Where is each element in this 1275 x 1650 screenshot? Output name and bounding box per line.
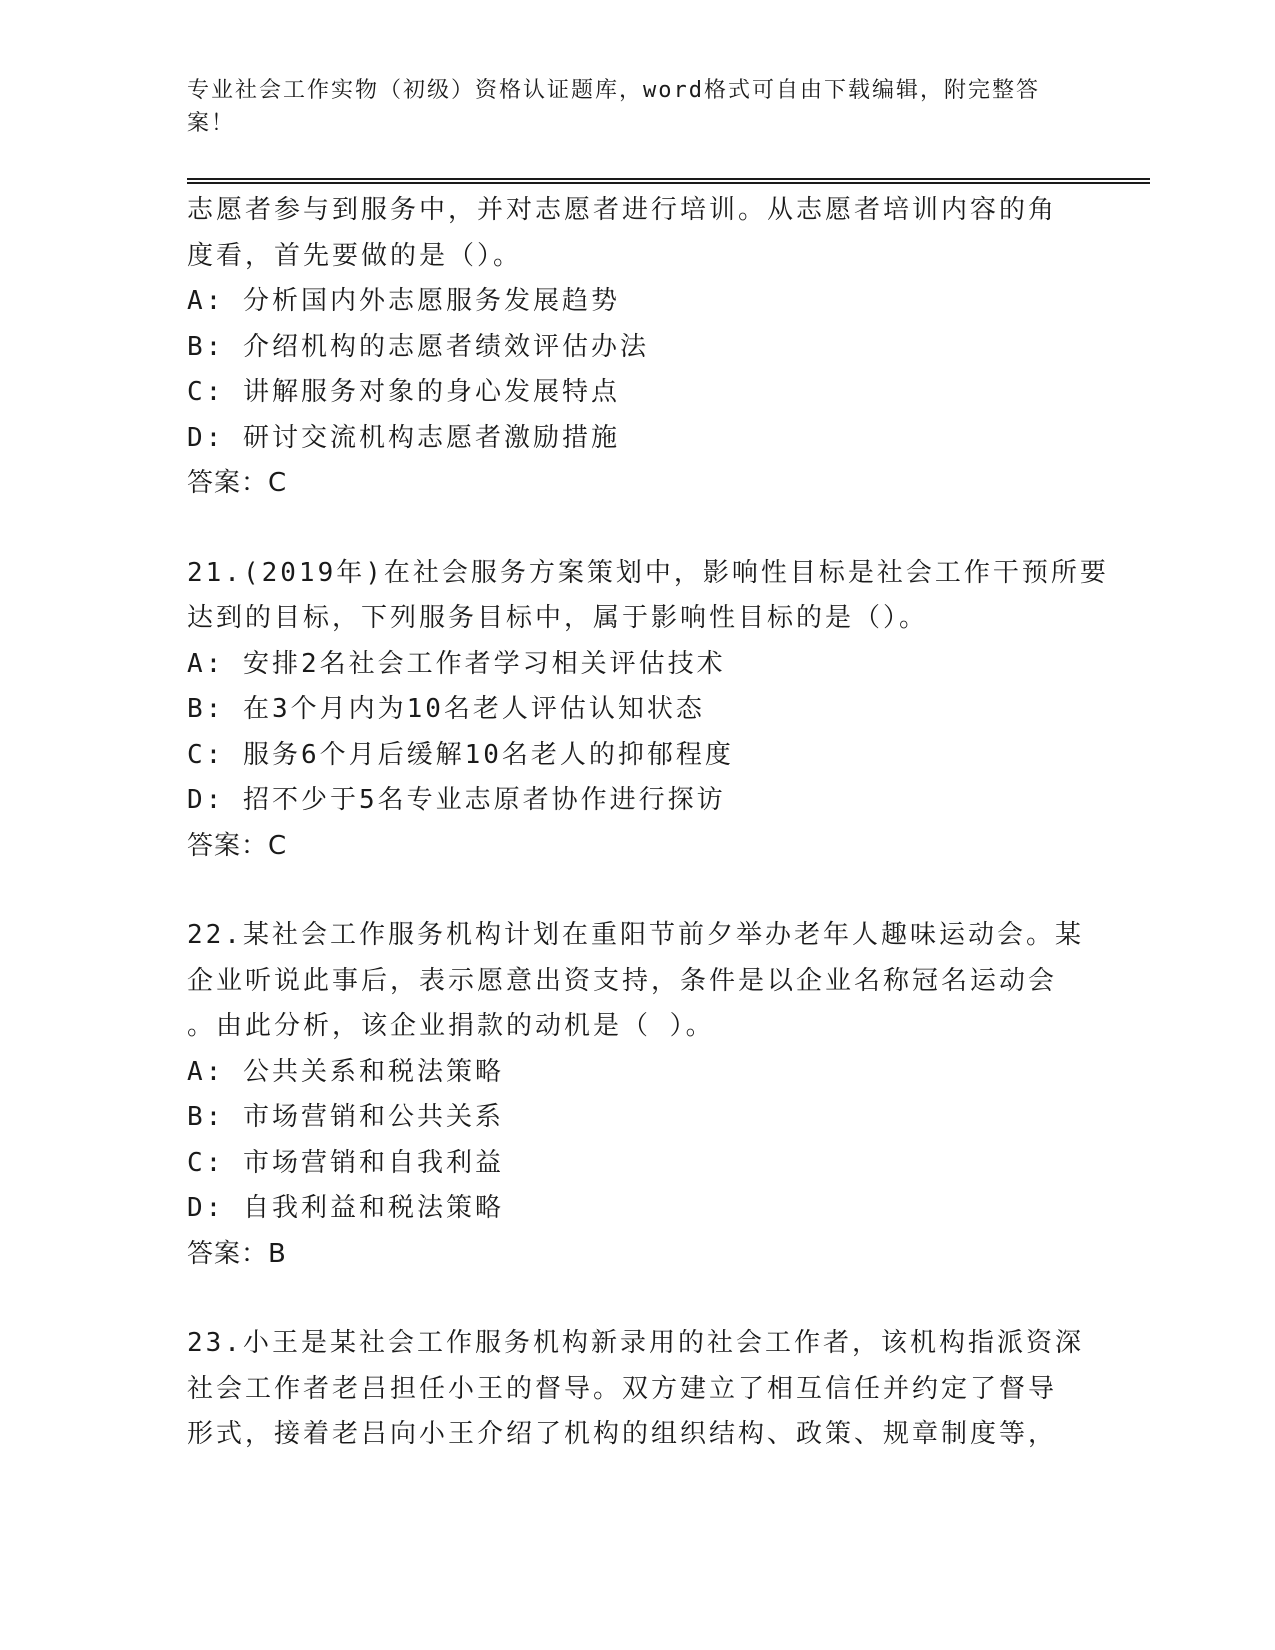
question-23	[187, 1321, 1087, 1458]
answer-line: 答案：C	[187, 468, 288, 498]
option-b: B: 市场营销和公共关系	[187, 1102, 504, 1132]
spacer	[187, 1277, 1087, 1321]
option-a: A: 分析国内外志愿服务发展趋势	[187, 286, 620, 316]
question-22	[187, 913, 1087, 1277]
option-d: D: 自我利益和税法策略	[187, 1193, 504, 1223]
option-a: A: 安排2名社会工作者学习相关评估技术	[187, 648, 726, 679]
answer-line: 答案：B	[187, 1238, 287, 1269]
option-c: C: 讲解服务对象的身心发展特点	[187, 377, 620, 407]
option-b: B: 在3个月内为10名老人评估认知状态	[187, 694, 705, 724]
question-stem-line: 志愿者参与到服务中，并对志愿者进行培训。从志愿者培训内容的角	[187, 195, 1058, 225]
header-divider	[187, 178, 1150, 184]
option-d: D: 研讨交流机构志愿者激励措施	[187, 422, 620, 453]
question-20	[187, 188, 1087, 507]
question-stem-line: 23.小王是某社会工作服务机构新录用的社会工作者，该机构指派资深	[187, 1328, 1084, 1358]
question-stem-line: 21.(2019年)在社会服务方案策划中，影响性目标是社会工作干预所要	[187, 557, 1109, 588]
option-a: A: 公共关系和税法策略	[187, 1056, 504, 1087]
page-header: 专业社会工作实物（初级）资格认证题库，word格式可自由下载编辑，附完整答案！	[187, 78, 1040, 136]
option-c: C: 市场营销和自我利益	[187, 1147, 504, 1178]
spacer	[187, 869, 1087, 913]
question-stem-line: 社会工作者老吕担任小王的督导。双方建立了相互信任并约定了督导	[187, 1373, 1058, 1404]
question-stem-line: 。由此分析，该企业捐款的动机是（ ）。	[187, 1011, 715, 1041]
question-stem-line: 企业听说此事后，表示愿意出资支持，条件是以企业名称冠名运动会	[187, 965, 1058, 996]
option-b: B: 介绍机构的志愿者绩效评估办法	[187, 331, 649, 362]
question-stem-line: 达到的目标，下列服务目标中，属于影响性目标的是（）。	[187, 603, 929, 633]
spacer	[187, 507, 1087, 551]
option-c: C: 服务6个月后缓解10名老人的抑郁程度	[187, 739, 734, 770]
question-21	[187, 551, 1109, 870]
question-stem-line: 形式，接着老吕向小王介绍了机构的组织结构、政策、规章制度等，	[187, 1419, 1058, 1449]
answer-line: 答案：C	[187, 830, 288, 861]
option-d: D: 招不少于5名专业志原者协作进行探访	[187, 785, 726, 815]
question-content	[187, 188, 1109, 1458]
question-stem-line: 22.某社会工作服务机构计划在重阳节前夕举办老年人趣味运动会。某	[187, 920, 1084, 950]
question-stem-line: 度看，首先要做的是（）。	[187, 240, 523, 271]
